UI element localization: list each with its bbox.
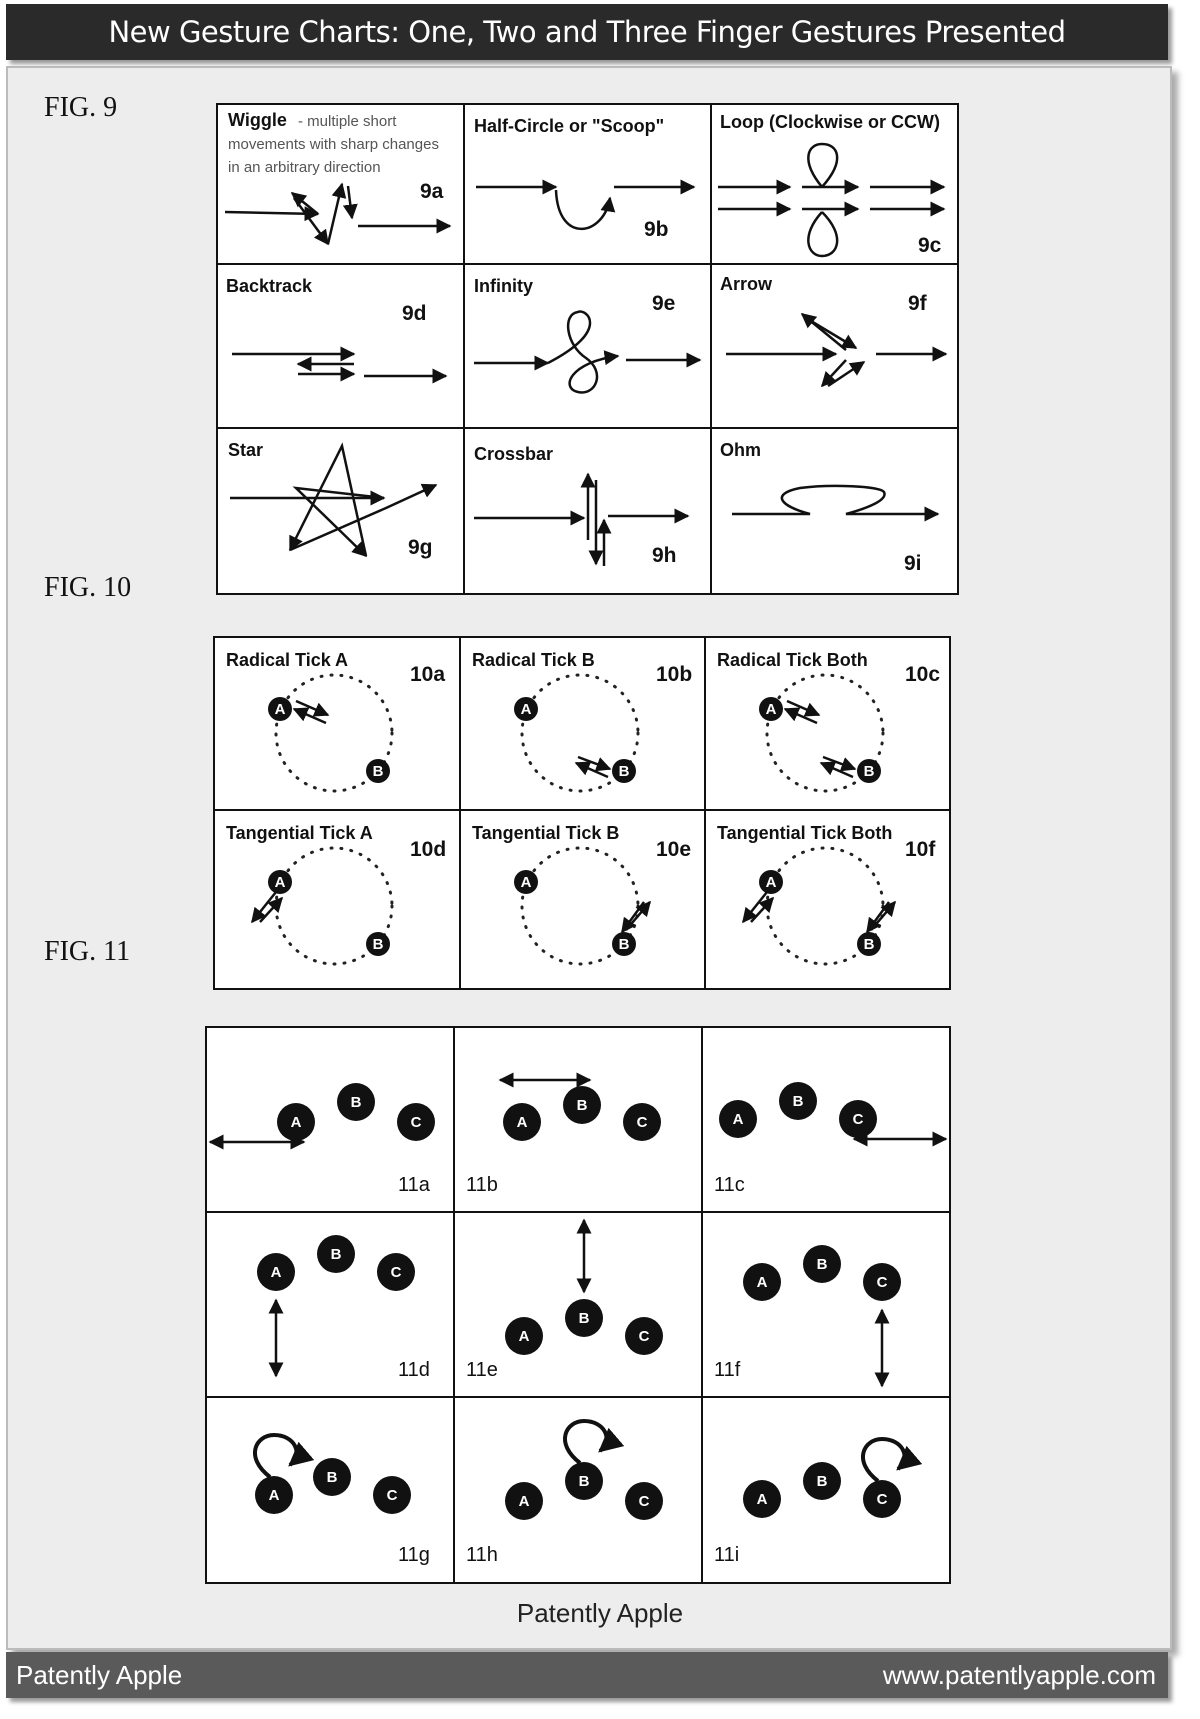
cell-id: 9h: [652, 544, 677, 567]
cell-id: 9g: [408, 536, 433, 559]
finger-node: [623, 1103, 661, 1141]
cell-subtitle: movements with sharp changes: [228, 136, 439, 153]
finger-node: [565, 1299, 603, 1337]
finger-node: [255, 1476, 293, 1514]
node-label: A: [756, 1274, 768, 1291]
cell-id: 10a: [410, 663, 446, 686]
node-label: A: [274, 701, 286, 718]
node-label: A: [765, 701, 777, 718]
node-label: B: [576, 1097, 588, 1114]
finger-node: [863, 1263, 901, 1301]
finger-node: [337, 1083, 375, 1121]
finger-node: [373, 1476, 411, 1514]
node-label: B: [816, 1473, 828, 1490]
finger-node: [503, 1103, 541, 1141]
footer-bar: [6, 1652, 1168, 1698]
node-label: B: [372, 763, 384, 780]
node-label: A: [518, 1328, 530, 1345]
finger-node: [257, 1253, 295, 1291]
cell-id: 9c: [918, 234, 942, 257]
page-title: New Gesture Charts: One, Two and Three Finger Gestures Presented: [6, 4, 1168, 60]
cell-id: 9b: [644, 218, 669, 241]
cell-title: Tangential Tick B: [472, 823, 620, 843]
cell-id: 9i: [904, 552, 922, 575]
node-label: A: [516, 1114, 528, 1131]
node-label: A: [268, 1487, 280, 1504]
node-label: B: [792, 1093, 804, 1110]
finger-node: [563, 1086, 601, 1124]
cell-title: Backtrack: [226, 276, 313, 296]
finger-node: [759, 870, 783, 894]
node-label: A: [270, 1264, 282, 1281]
node-label: B: [372, 936, 384, 953]
cell-id: 9f: [908, 292, 927, 315]
cell-title: Tangential Tick Both: [717, 823, 893, 843]
node-label: C: [638, 1328, 650, 1345]
cell-id: 10d: [410, 838, 447, 861]
finger-node: [743, 1263, 781, 1301]
node-label: C: [852, 1111, 864, 1128]
cell-title: Radical Tick Both: [717, 650, 868, 670]
node-label: A: [732, 1111, 744, 1128]
cell-title: Infinity: [474, 276, 533, 296]
finger-node: [268, 697, 292, 721]
finger-node: [565, 1462, 603, 1500]
fig9-label: FIG. 9: [44, 92, 118, 123]
node-label: B: [618, 763, 630, 780]
cell-id: 11i: [714, 1544, 740, 1566]
finger-node: [505, 1482, 543, 1520]
node-label: C: [876, 1274, 888, 1291]
cell-title: Loop (Clockwise or CCW): [720, 112, 940, 132]
cell-id: 11a: [398, 1174, 430, 1196]
node-label: C: [876, 1491, 888, 1508]
finger-node: [625, 1317, 663, 1355]
finger-node: [612, 932, 636, 956]
finger-node: [759, 697, 783, 721]
finger-node: [514, 870, 538, 894]
finger-node: [625, 1482, 663, 1520]
finger-node: [803, 1245, 841, 1283]
cell-id: 11h: [466, 1544, 498, 1566]
node-label: B: [618, 936, 630, 953]
finger-node: [612, 759, 636, 783]
cell-id: 11b: [466, 1174, 498, 1196]
finger-node: [397, 1103, 435, 1141]
node-label: A: [520, 874, 532, 891]
cell-title: Crossbar: [474, 444, 554, 464]
cell-id: 10e: [656, 838, 692, 861]
cell-title: Half-Circle or "Scoop": [474, 116, 665, 136]
finger-node: [277, 1103, 315, 1141]
cell-id: 11g: [398, 1544, 430, 1566]
node-label: A: [274, 874, 286, 891]
finger-node: [779, 1082, 817, 1120]
node-label: B: [863, 763, 875, 780]
finger-node: [366, 932, 390, 956]
fig11-label: FIG. 11: [44, 936, 131, 967]
node-label: A: [765, 874, 777, 891]
node-label: B: [863, 936, 875, 953]
finger-node: [863, 1480, 901, 1518]
cell-id: 11c: [714, 1174, 745, 1196]
cell-id: 9a: [420, 180, 444, 203]
footer-brand: Patently Apple: [16, 1660, 183, 1690]
cell-subtitle: - multiple short: [298, 113, 397, 130]
fig10-grid: [214, 637, 950, 989]
cell-id: 10c: [905, 663, 941, 686]
finger-node: [317, 1235, 355, 1273]
node-label: A: [290, 1114, 302, 1131]
finger-node: [803, 1462, 841, 1500]
finger-node: [839, 1100, 877, 1138]
cell-title: Tangential Tick A: [226, 823, 373, 843]
finger-node: [505, 1317, 543, 1355]
finger-node: [268, 870, 292, 894]
cell-id: 9d: [402, 302, 427, 325]
cell-title: Ohm: [720, 440, 762, 460]
node-label: B: [326, 1469, 338, 1486]
cell-id: 9e: [652, 292, 676, 315]
node-label: C: [390, 1264, 402, 1281]
finger-node: [857, 759, 881, 783]
node-label: B: [816, 1256, 828, 1273]
finger-node: [743, 1480, 781, 1518]
cell-title: Wiggle: [228, 110, 287, 130]
finger-node: [857, 932, 881, 956]
footer-url-link[interactable]: www.patentlyapple.com: [882, 1660, 1156, 1690]
node-label: C: [386, 1487, 398, 1504]
node-label: A: [520, 701, 532, 718]
credit-text: Patently Apple: [516, 1598, 684, 1628]
cell-title: Star: [228, 440, 264, 460]
node-label: B: [350, 1094, 362, 1111]
finger-node: [514, 697, 538, 721]
finger-node: [313, 1458, 351, 1496]
cell-subtitle: in an arbitrary direction: [228, 159, 381, 176]
cell-id: 11d: [398, 1359, 430, 1381]
node-label: B: [578, 1310, 590, 1327]
finger-node: [377, 1253, 415, 1291]
node-label: B: [330, 1246, 342, 1263]
cell-id: 11e: [466, 1359, 498, 1381]
cell-title: Radical Tick A: [226, 650, 349, 670]
node-label: C: [636, 1114, 648, 1131]
node-label: C: [410, 1114, 422, 1131]
cell-id: 10f: [905, 838, 936, 861]
finger-node: [719, 1100, 757, 1138]
cell-id: 11f: [714, 1359, 741, 1381]
finger-node: [366, 759, 390, 783]
node-label: B: [578, 1473, 590, 1490]
fig10-label: FIG. 10: [44, 572, 132, 603]
cell-id: 10b: [656, 663, 693, 686]
cell-title: Radical Tick B: [472, 650, 595, 670]
cell-title: Arrow: [720, 274, 773, 294]
node-label: A: [518, 1493, 530, 1510]
node-label: A: [756, 1491, 768, 1508]
node-label: C: [638, 1493, 650, 1510]
